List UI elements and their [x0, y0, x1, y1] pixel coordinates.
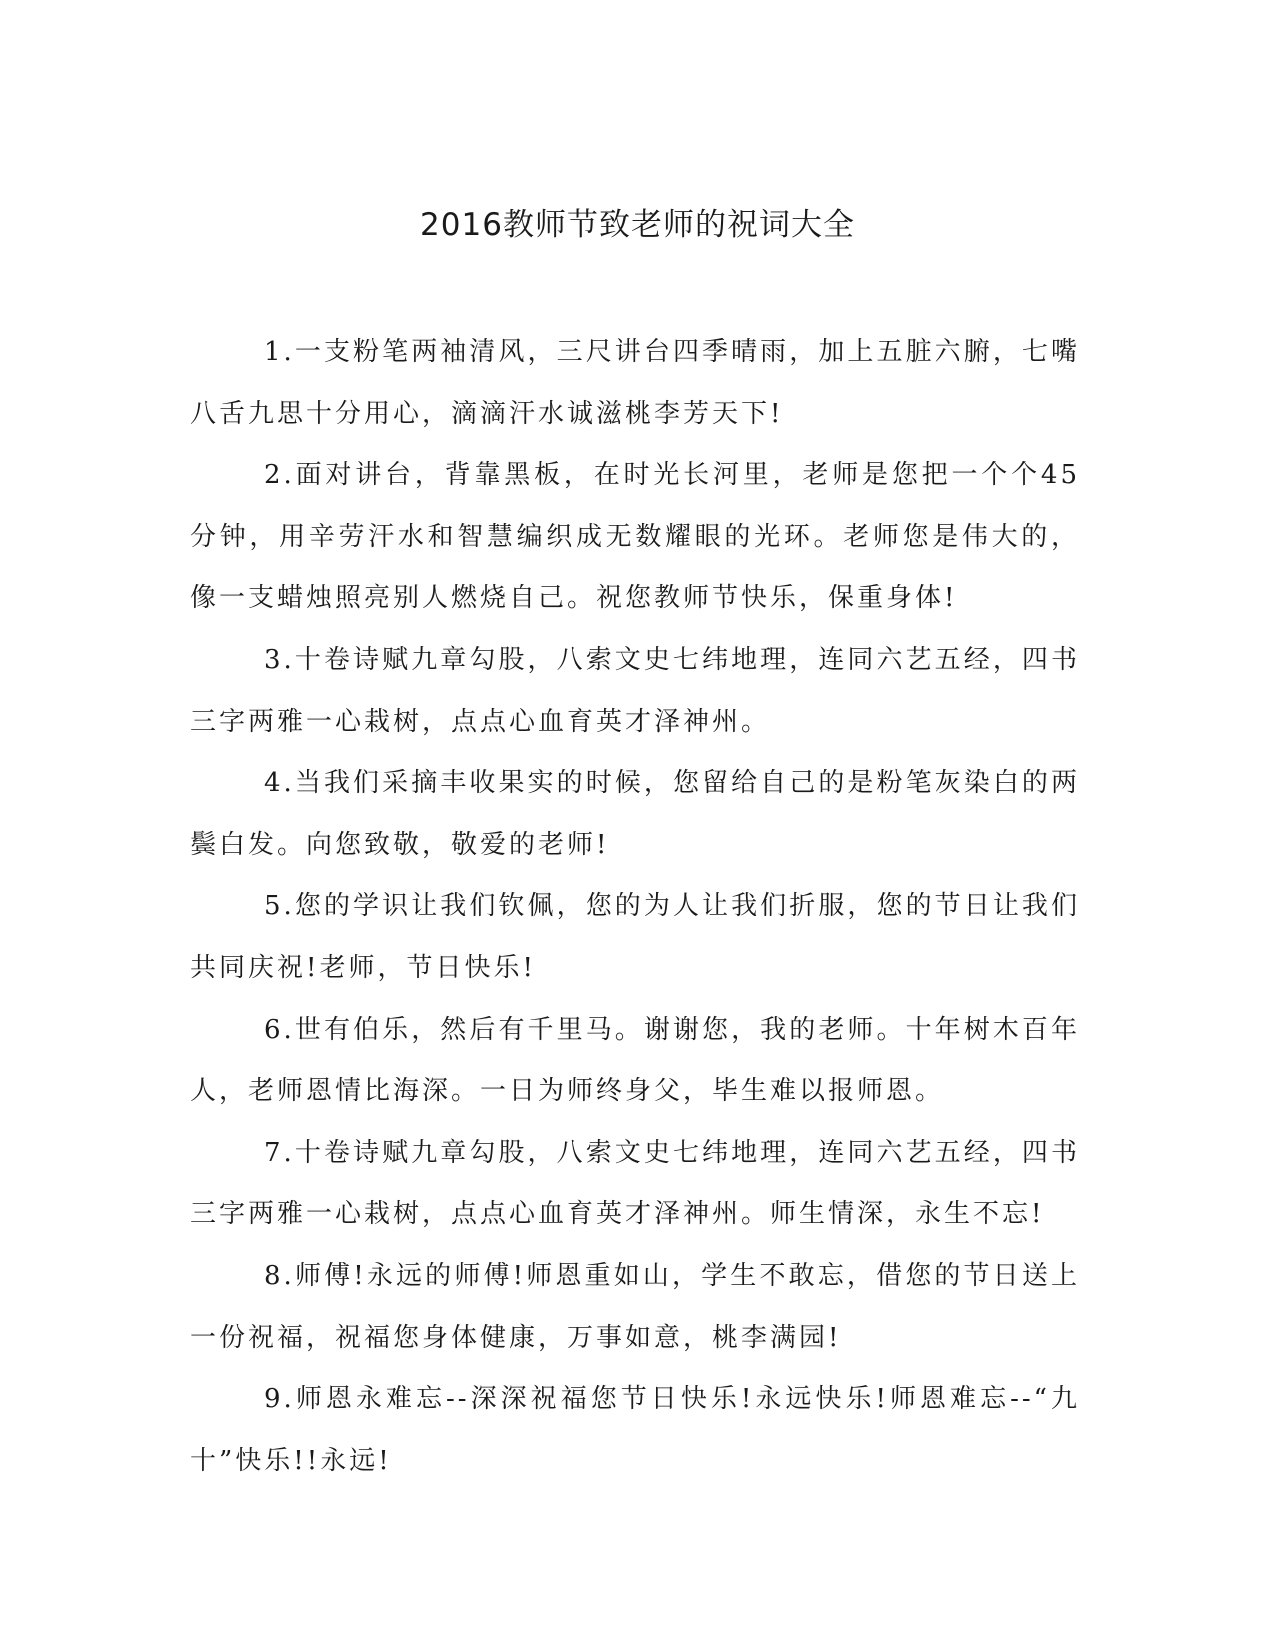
paragraph-1: 1.一支粉笔两袖清风，三尺讲台四季晴雨，加上五脏六腑，七嘴八舌九思十分用心，滴滴汗水诚滋桃李芳天下! — [190, 337, 1080, 429]
paragraph-2: 2.面对讲台，背靠黑板，在时光长河里，老师是您把一个个45分钟，用辛劳汗水和智慧编织成无数耀眼的光环。老师您是伟大的，像一支蜡烛照亮别人燃烧自己。祝您教师节快乐，保重身体! — [190, 460, 1080, 614]
paragraph-6: 6.世有伯乐，然后有千里马。谢谢您，我的老师。十年树木百年人，老师恩情比海深。一日为师终身父，毕生难以报师恩。 — [190, 1014, 1080, 1107]
document-body — [190, 322, 1080, 1492]
paragraph-7: 7.十卷诗赋九章勾股，八索文史七纬地理，连同六艺五经，四书三字两雅一心栽树，点点心血育英才泽神州。师生情深，永生不忘! — [190, 1137, 1080, 1230]
document-title: 2016教师节致老师的祝词大全 — [420, 207, 855, 243]
paragraph-8: 8.师傅!永远的师傅!师恩重如山，学生不敢忘，借您的节日送上一份祝福，祝福您身体健康，万事如意，桃李满园! — [190, 1260, 1080, 1353]
paragraph-5: 5.您的学识让我们钦佩，您的为人让我们折服，您的节日让我们共同庆祝!老师，节日快乐! — [190, 891, 1080, 983]
paragraph-3: 3.十卷诗赋九章勾股，八索文史七纬地理，连同六艺五经，四书三字两雅一心栽树，点点心血育英才泽神州。 — [190, 644, 1080, 737]
paragraph-4: 4.当我们采摘丰收果实的时候，您留给自己的是粉笔灰染白的两鬓白发。向您致敬，敬爱的老师! — [190, 768, 1080, 860]
paragraph-9: 9.师恩永难忘--深深祝福您节日快乐!永远快乐!师恩难忘--“九十”快乐!!永远! — [190, 1384, 1080, 1476]
